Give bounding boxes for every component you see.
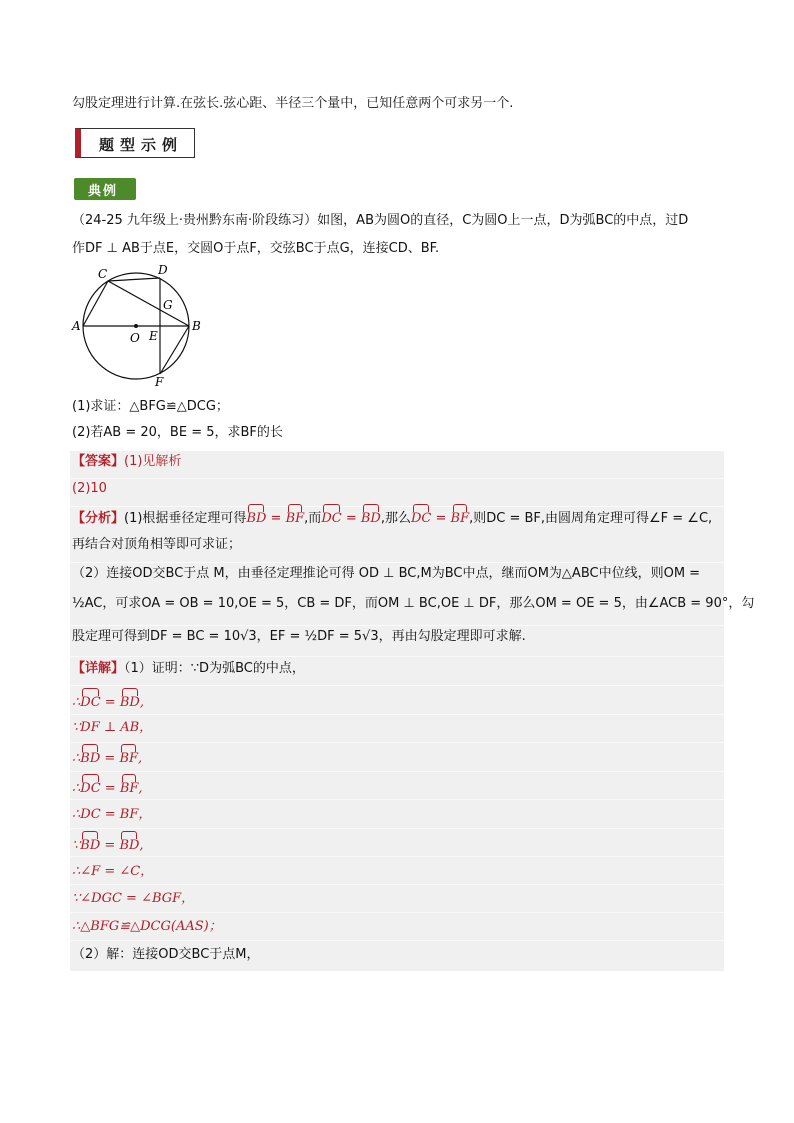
problem-line-2: 作DF ⊥ AB于点E，交圆O于点F，交弦BC于点G，连接CD、BF. bbox=[72, 241, 440, 256]
arc-bd-4: BD bbox=[80, 751, 101, 766]
question-2: (2)若AB = 20，BE = 5，求BF的长 bbox=[72, 425, 283, 440]
arc-dc-3: DC bbox=[80, 695, 101, 710]
detail-line-2: ∵DF ⊥ AB， bbox=[72, 720, 153, 735]
analysis-p1-pre: (1)根据垂径定理可得 bbox=[124, 511, 247, 526]
arc-bd-3: BD bbox=[119, 695, 140, 710]
fig-label-C: C bbox=[98, 267, 108, 281]
detail-line-7: ∴∠F = ∠C， bbox=[72, 864, 154, 879]
detail-line-3 bbox=[72, 750, 142, 768]
problem-line-1: （24-25 九年级上·贵州黔东南·阶段练习）如图，AB为圆O的直径，C为圆O上一点，D为弧BC的中点，过D bbox=[72, 213, 689, 228]
geometry-figure bbox=[68, 262, 208, 392]
example-badge bbox=[74, 178, 136, 200]
section-title: 题型示例 bbox=[99, 136, 184, 154]
detail-line-10: （2）解：连接OD交BC于点M， bbox=[72, 947, 260, 962]
arc-bd-2: BD bbox=[360, 511, 381, 526]
comma: , bbox=[138, 781, 143, 796]
arc-bf-2: BF bbox=[450, 511, 470, 526]
fig-label-G: G bbox=[163, 298, 173, 312]
equals-sign: = bbox=[431, 511, 451, 526]
because-symbol: ∵ bbox=[72, 838, 81, 853]
comma: , bbox=[138, 751, 143, 766]
comma: , bbox=[139, 695, 144, 710]
detail-line-8: ∵∠DGC = ∠BGF， bbox=[72, 891, 195, 906]
therefore-symbol: ∴ bbox=[72, 781, 81, 796]
fig-label-O: O bbox=[130, 331, 140, 345]
fig-label-F: F bbox=[155, 375, 164, 389]
detail-label: 【详解】 bbox=[72, 661, 125, 676]
therefore-symbol: ∴ bbox=[72, 751, 81, 766]
equals-sign: = bbox=[266, 511, 286, 526]
comma: , bbox=[139, 838, 144, 853]
analysis-row-1 bbox=[72, 510, 712, 528]
analysis-p1-mid: ,而 bbox=[304, 511, 322, 526]
arc-bf-3: BF bbox=[119, 751, 139, 766]
detail-line-6 bbox=[72, 837, 144, 855]
detail-row-0 bbox=[72, 660, 305, 678]
answer-label: 【答案】 bbox=[72, 454, 125, 469]
answer-1: (1)见解析 bbox=[124, 454, 182, 469]
detail-line-5: ∴DC = BF， bbox=[72, 807, 152, 822]
arc-bf: BF bbox=[285, 511, 305, 526]
analysis-p1-line2: 再结合对顶角相等即可求证； bbox=[72, 537, 242, 552]
analysis-p2-line3: 股定理可得到DF = BC = 10√3，EF = ½DF = 5√3，再由勾股定理即可求解. bbox=[72, 629, 526, 644]
equals-sign: = bbox=[100, 838, 120, 853]
detail-line-4 bbox=[72, 780, 143, 798]
arc-bd-6: BD bbox=[119, 838, 140, 853]
example-badge-label: 典例 bbox=[88, 184, 119, 199]
arc-bf-4: BF bbox=[119, 781, 139, 796]
analysis-p1-then: ,那么 bbox=[380, 511, 411, 526]
equals-sign: = bbox=[100, 695, 120, 710]
section-title-box bbox=[75, 128, 195, 158]
equals-sign: = bbox=[100, 751, 120, 766]
analysis-p2-line1: （2）连接OD交BC于点 M，由垂径定理推论可得 OD ⊥ BC,M为BC中点，继而OM为△ABC中位线，则OM = bbox=[72, 566, 701, 581]
analysis-p1-rest: ,则DC = BF,由圆周角定理可得∠F = ∠C, bbox=[469, 511, 713, 526]
answer-row bbox=[72, 453, 181, 471]
fig-label-D: D bbox=[158, 263, 168, 277]
detail-line-0: （1）证明：∵D为弧BC的中点， bbox=[124, 661, 305, 676]
arc-dc: DC bbox=[321, 511, 342, 526]
arc-bd-5: BD bbox=[80, 838, 101, 853]
therefore-symbol: ∴ bbox=[72, 695, 81, 710]
detail-line-1 bbox=[72, 694, 144, 712]
analysis-p2-line2: ½AC，可求OA = OB = 10,OE = 5，CB = DF，而OM ⊥ BC,OE ⊥ DF，那么OM = OE = 5，由∠ACB = 90°，勾 bbox=[72, 596, 755, 611]
arc-dc-4: DC bbox=[80, 781, 101, 796]
answer-2: (2)10 bbox=[72, 481, 107, 496]
fig-label-A: A bbox=[72, 319, 81, 333]
equals-sign: = bbox=[341, 511, 361, 526]
analysis-label: 【分析】 bbox=[72, 511, 125, 526]
question-1: (1)求证：△BFG≌△DCG； bbox=[72, 399, 229, 414]
detail-line-9: ∴△BFG≌△DCG(AAS)； bbox=[72, 919, 222, 934]
fig-label-E: E bbox=[149, 329, 158, 343]
equals-sign: = bbox=[100, 781, 120, 796]
arc-dc-2: DC bbox=[410, 511, 432, 526]
arc-bd: BD bbox=[246, 511, 267, 526]
intro-text: 勾股定理进行计算.在弦长.弦心距、半径三个量中，已知任意两个可求另一个. bbox=[72, 96, 514, 111]
fig-label-B: B bbox=[192, 319, 201, 333]
